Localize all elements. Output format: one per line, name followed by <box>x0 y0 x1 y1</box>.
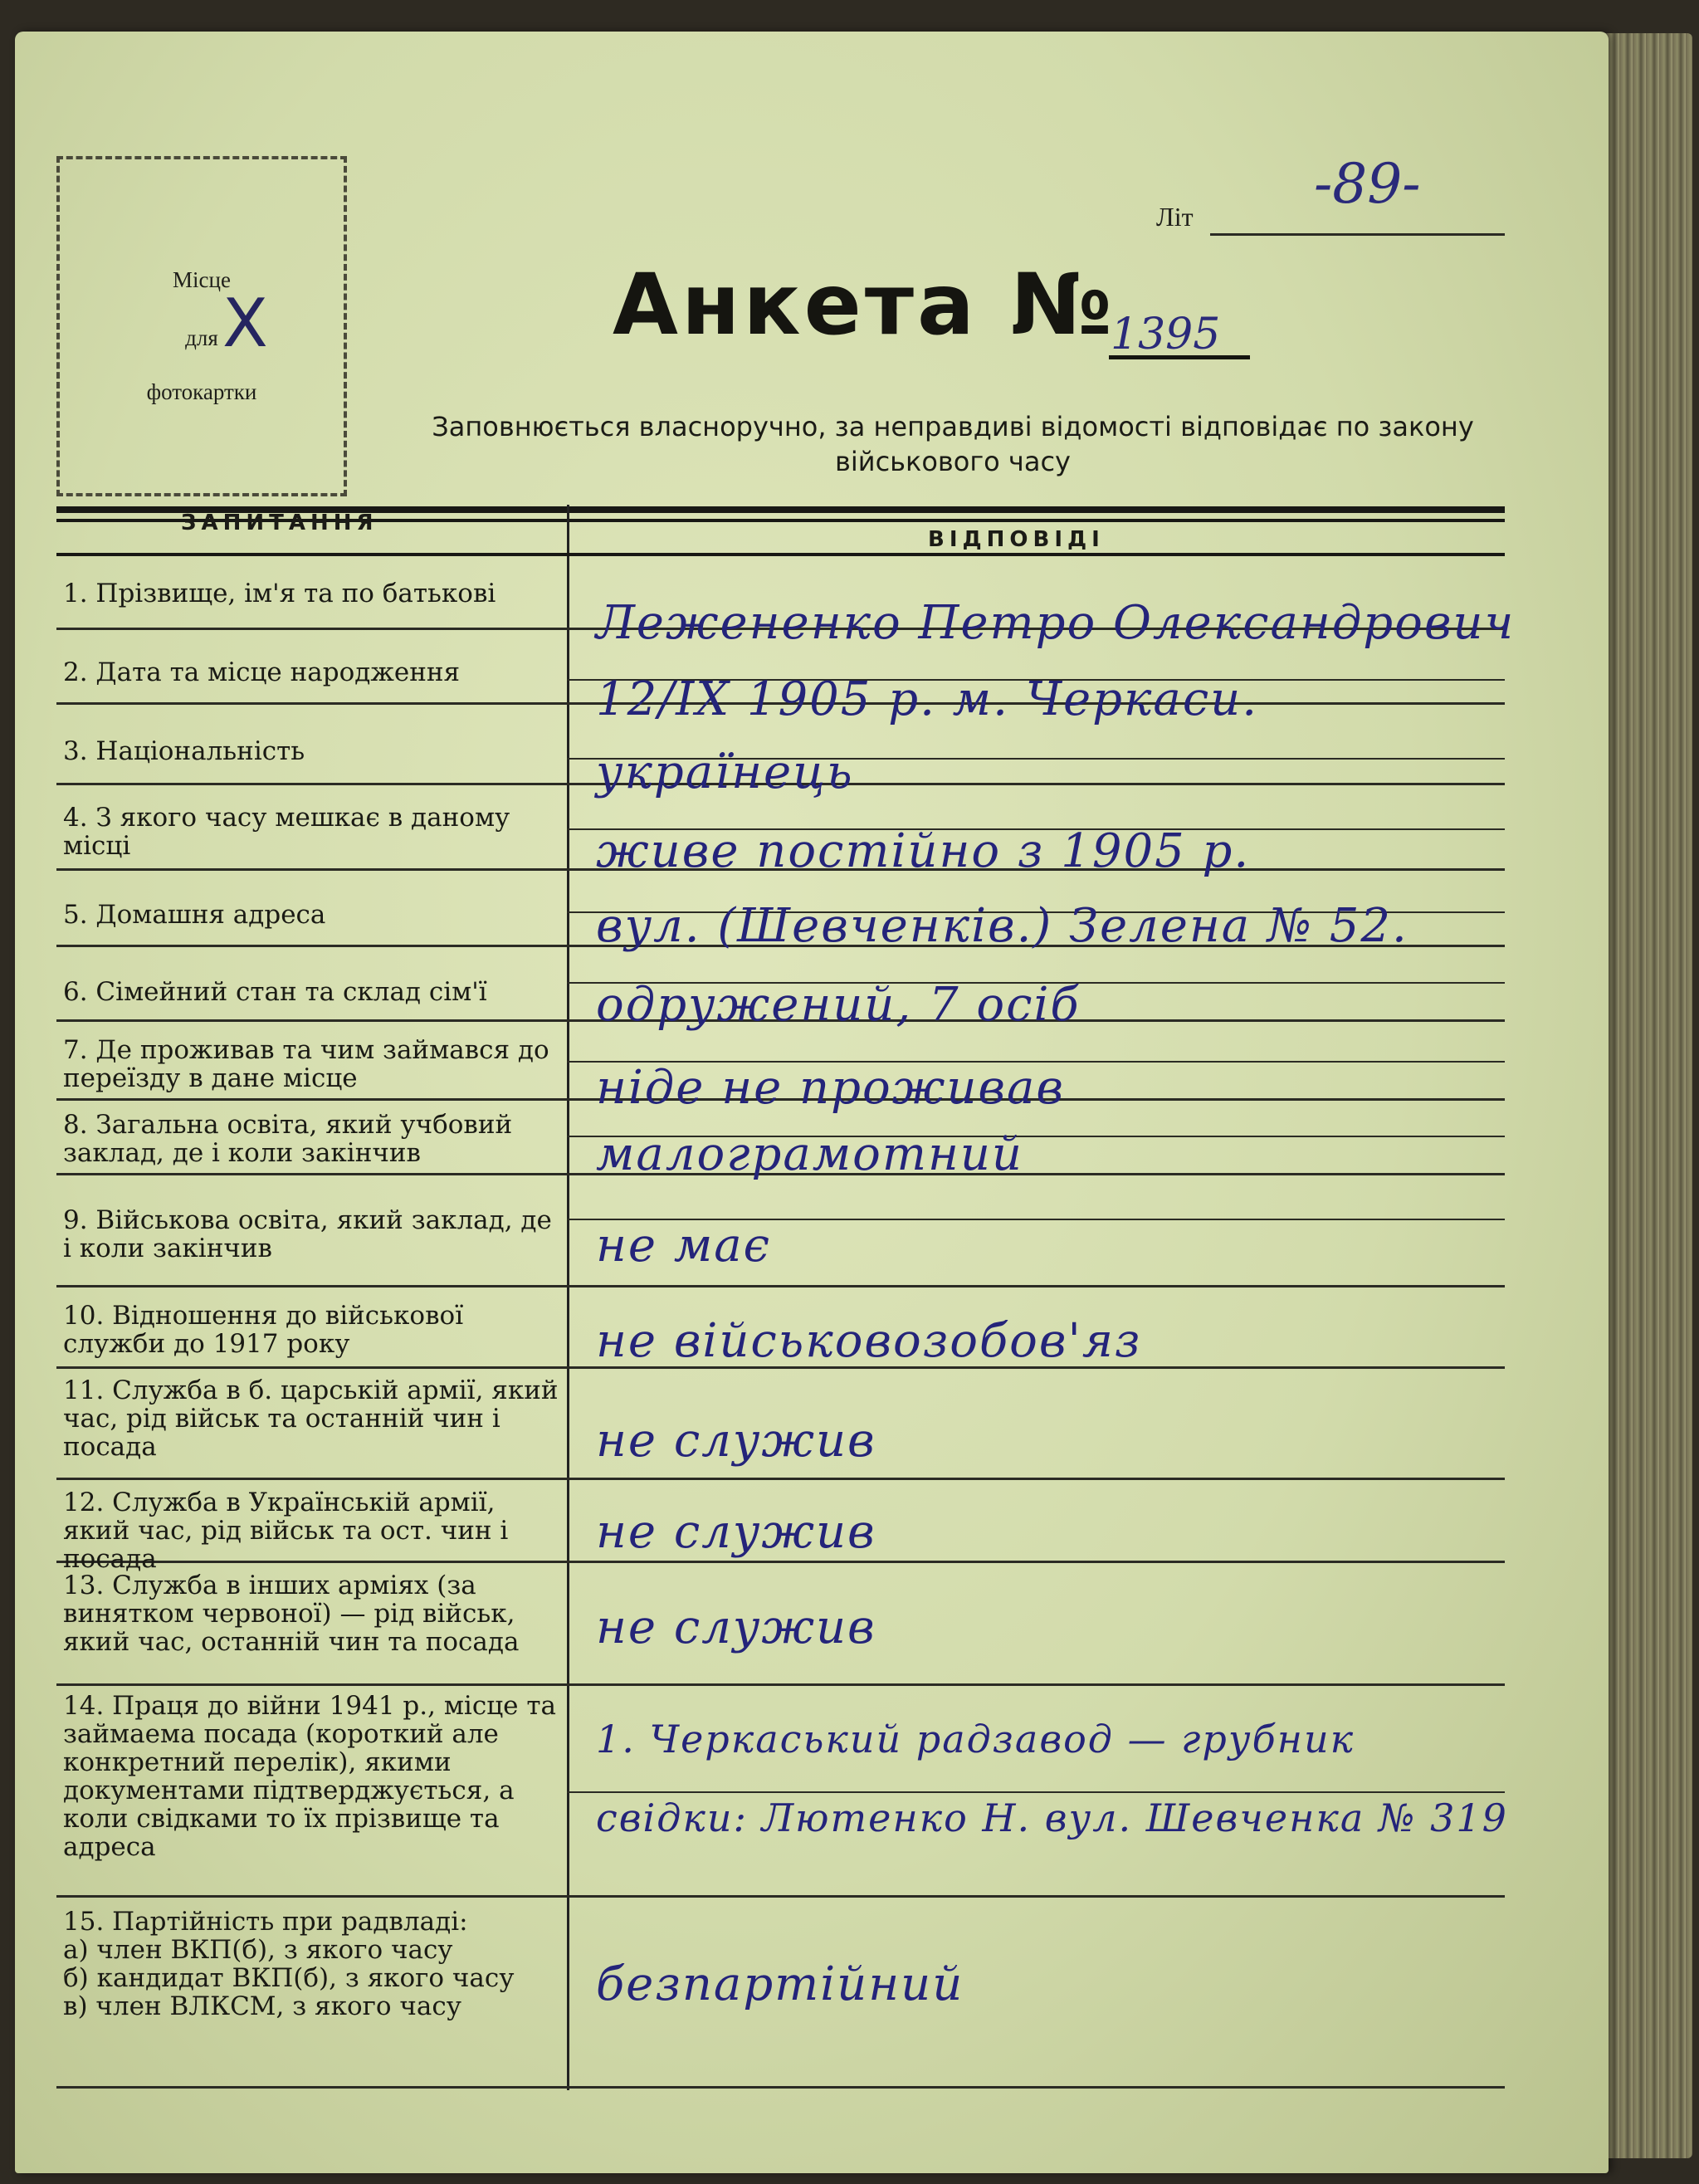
question-14: 14. Праця до війни 1941 р., місце та займаема посада (короткий але конкретний перелік), якими документами підтверджується, а коли свідками то їх прізвище та адреса <box>63 1691 556 1862</box>
row-separator <box>56 1683 1505 1686</box>
answer-2: 12/IX 1905 р. м. Черкаси. <box>596 672 1259 726</box>
column-divider <box>567 505 569 2090</box>
answer-11: не служив <box>596 1414 876 1468</box>
question-13: 13. Служба в інших арміях (за винятком червоної) — рід військ, який час, останній чин та посада <box>63 1571 520 1657</box>
question-4: 4. З якого часу мешкає в даному місці <box>63 803 510 861</box>
questions-header: ЗАПИТАННЯ <box>181 511 378 535</box>
question-2: 2. Дата та місце народження <box>63 657 461 687</box>
answer-9: не має <box>596 1219 772 1273</box>
answer-5: вул. (Шевченків.) Зелена № 52. <box>596 899 1409 953</box>
answer-14-line-1: 1. Черкаський радзавод — грубник <box>596 1717 1355 1761</box>
answer-8: малограмотний <box>596 1127 1023 1181</box>
question-5: 5. Домашня адреса <box>63 900 326 930</box>
question-3: 3. Національність <box>63 736 305 766</box>
answer-13: не служив <box>596 1600 876 1654</box>
form-title: Анкета № <box>613 256 1116 354</box>
row-separator <box>56 2086 1505 2089</box>
form-page <box>15 32 1609 2173</box>
answer-rule <box>567 1791 1505 1793</box>
question-8: 8. Загальна освіта, який учбовий заклад, де і коли закінчив <box>63 1110 513 1168</box>
question-9: 9. Військова освіта, який заклад, де і коли закінчив <box>63 1205 552 1263</box>
row-separator <box>56 1895 1505 1898</box>
answer-3: українець <box>596 745 854 799</box>
answer-14-line-2: свідки: Лютенко Н. вул. Шевченка № 319 <box>596 1796 1508 1840</box>
row-separator <box>56 1478 1505 1480</box>
question-6: 6. Сімейний стан та склад сім'ї <box>63 977 487 1007</box>
answers-header: ВІДПОВІДІ <box>928 527 1105 552</box>
form-number-underline <box>1109 355 1250 359</box>
question-10: 10. Відношення до військової служби до 1917 року <box>63 1301 464 1359</box>
answer-10: не військовозобов'яз <box>596 1314 1142 1368</box>
photo-label-line-2: для <box>185 325 218 350</box>
answer-4: живе постійно з 1905 р. <box>596 824 1251 878</box>
question-12: 12. Служба в Українській армії, який час, рід військ та ост. чин і посада <box>63 1488 509 1574</box>
question-1: 1. Прізвище, ім'я та по батькові <box>63 579 496 608</box>
photo-cross-mark: X <box>222 285 268 362</box>
answer-12: не служив <box>596 1505 876 1559</box>
row-separator <box>56 1285 1505 1287</box>
photo-label-line-3: фотокартки <box>146 379 257 404</box>
photo-label-line-1: Місце <box>173 267 231 292</box>
answer-15: безпартійний <box>596 1957 964 2011</box>
form-number: 1395 <box>1111 310 1221 359</box>
question-11: 11. Служба в б. царській армії, який час, рід військ та останній чин і посада <box>63 1375 559 1462</box>
photo-placeholder <box>56 156 347 496</box>
question-7: 7. Де проживав та чим займався до переїзду в дане місце <box>63 1035 549 1093</box>
table-header-rule <box>56 553 1505 556</box>
question-15: 15. Партійність при радвладі: а) член ВКП(б), з якого часу б) кандидат ВКП(б), з якого часу в) член ВЛКСМ, з якого часу <box>63 1907 515 2021</box>
form-instruction: Заповнюється власноручно, за неправдиві відомості відповідає по закону військового часу <box>432 411 1474 477</box>
lit-value: -89- <box>1314 152 1421 216</box>
lit-label: Літ <box>1156 202 1194 232</box>
answer-6: одружений, 7 осіб <box>596 978 1081 1032</box>
answer-7: ніде не проживав <box>596 1061 1065 1115</box>
lit-underline <box>1210 233 1505 236</box>
answer-1: Лежененко Петро Олександрович <box>596 596 1516 650</box>
